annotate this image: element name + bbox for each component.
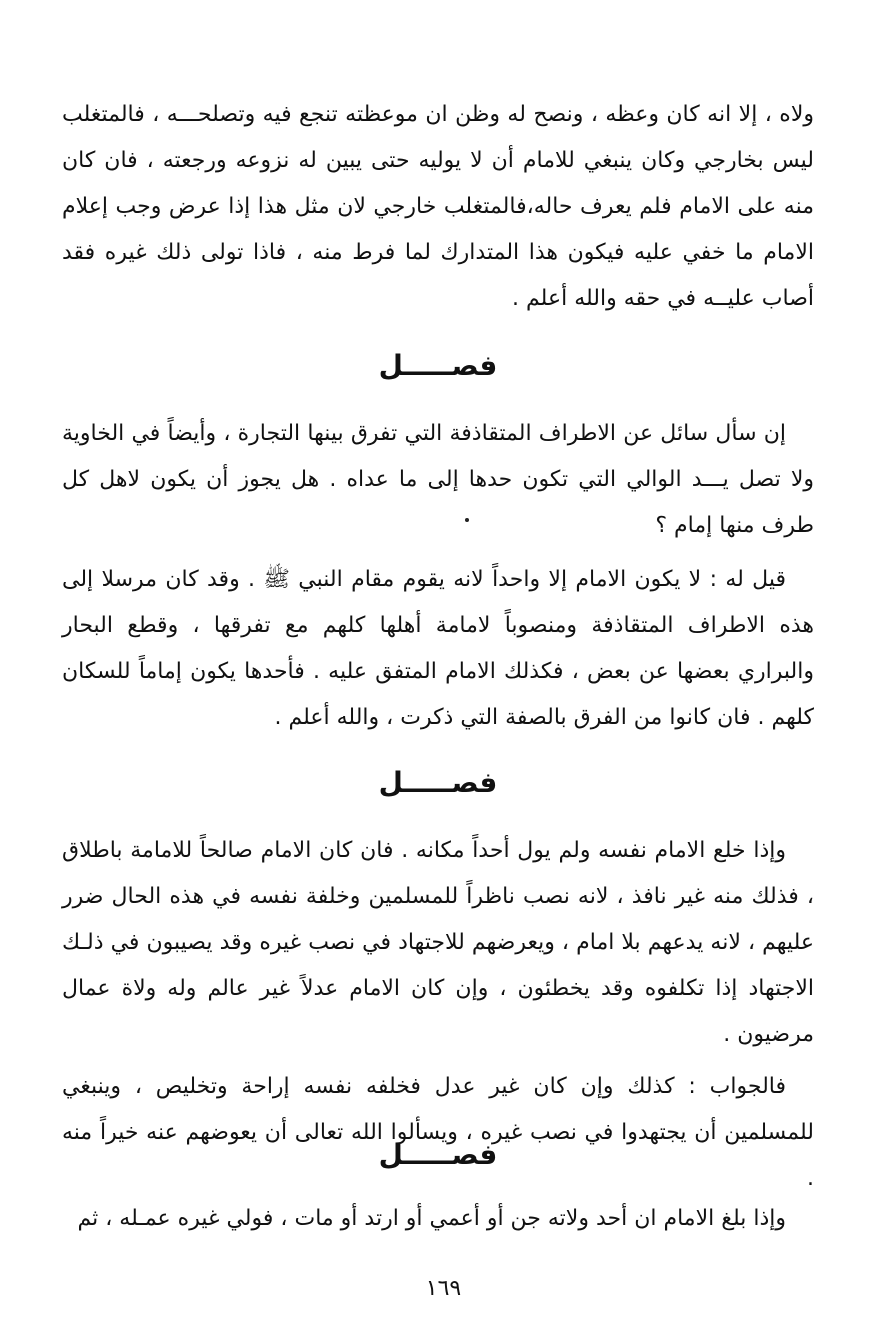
section-2-paragraph: وإذا خلع الامام نفسه ولم يول أحداً مكانه . فان كان الامام صالحاً للامامة باطلاق ، فذلك منه غير نافذ ، لانه نصب ناظراً للمسلمين وخلفة نفسه في هذه الحال ضرر عليهم ، لانه يدعهم بلا امام ، ويعرضهم للاجتهاد في نصب غيره وقد يصيبون في ذلـك الاجتهاد إذا تكلفوه وقد يخطئون ، وإن كان الامام عدلاً غير عالم وله ولاة عمال مرضيون . <box>62 838 814 1047</box>
ink-speck <box>465 518 469 522</box>
section-3-paragraph: وإذا بلغ الامام ان أحد ولاته جن أو أعمي أو ارتد أو مات ، فولي غيره عمـله ، ثم <box>77 1206 786 1231</box>
section-heading-3: فصـــــل <box>378 1138 498 1171</box>
page-number: ١٦٩ <box>425 1276 462 1301</box>
section-1-answer-paragraph: قيل له : لا يكون الامام إلا واحداً لانه يقوم مقام النبي ﷺ . وقد كان مرسلا إلى هذه الاطراف المتقاذفة ومنصوباً لامامة أهلها كلهم مع تفرقها ، وقطع البحار والبراري بعضها عن بعض ، فكذلك الامام المتفق عليه . فأحدها يكون إماماً للسكان كلهم . فان كانوا من الفرق بالصفة التي ذكرت ، والله أعلم . <box>62 567 814 730</box>
section-1-body <box>62 411 814 741</box>
intro-paragraph: ولاه ، إلا انه كان وعظه ، ونصح له وظن ان موعظته تنجع فيه وتصلحـــه ، فالمتغلب ليس بخارجي وكان ينبغي للامام أن لا يوليه حتى يبين له نزوعه ورجعته ، فان كان منه على الامام فلم يعرف حاله،فالمتغلب خارجي لان مثل هذا إذا عرض وجب إعلام الامام ما خفي عليه فيكون هذا المتدارك لما فرط منه ، فاذا تولى ذلك غيره فقد أصاب عليــه في حقه والله أعلم . <box>62 102 814 311</box>
section-1-question-paragraph: إن سأل سائل عن الاطراف المتقاذفة التي تفرق بينها التجارة ، وأيضاً في الخاوية ولا تصل يـــد الوالي التي تكون حدها إلى ما عداه . هل يجوز أن يكون لاهل كل طرف منها إمام ؟ <box>62 421 814 538</box>
section-2-answer-paragraph: فالجواب : كذلك وإن كان غير عدل فخلفه نفسه إراحة وتخليص ، وينبغي للمسلمين أن يجتهدوا في نصب غيره ، ويسألوا الله تعالى أن يعوضهم عنه خيراً منه . <box>62 1074 814 1191</box>
section-heading-1: فصـــــل <box>378 349 498 382</box>
section-3-body <box>62 1196 814 1242</box>
section-heading-2: فصـــــل <box>378 766 498 799</box>
intro-paragraph-block <box>62 92 814 322</box>
